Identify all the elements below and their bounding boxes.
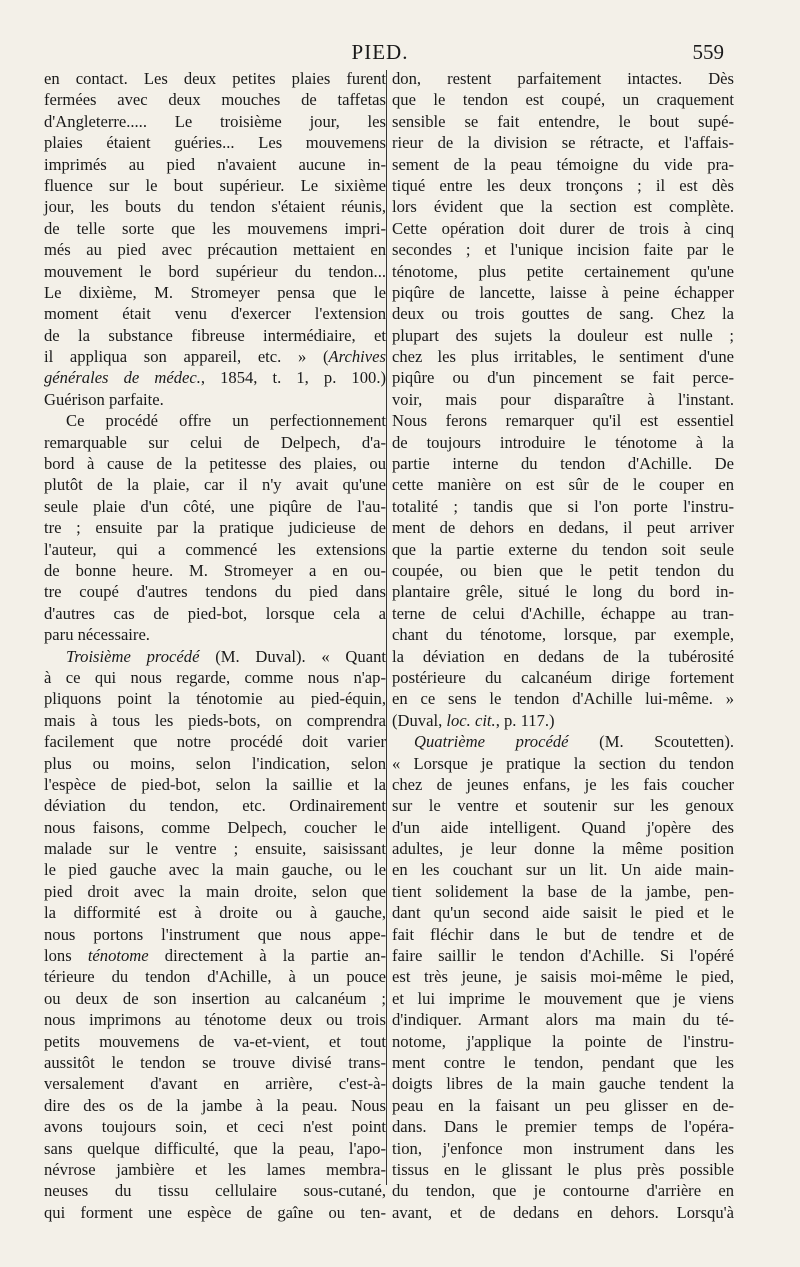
text-line: tient solidement la base de la jambe, pen- [392, 881, 734, 901]
text-line: coupée, ou bien que le petit tendon du [392, 560, 734, 580]
text-line: remarquable sur celui de Delpech, d'a- [44, 432, 386, 452]
text-line: l'espèce de pied-bot, selon la saillie et la [44, 774, 386, 794]
text-line: seule plaie d'un côté, une piqûre de l'au- [44, 496, 386, 516]
text-line: d'indiquer. Armant alors ma main du té- [392, 1010, 734, 1030]
text-line: secondes ; et l'unique incision faite par le [392, 240, 734, 260]
text-line: plupart des sujets la douleur est nulle ; [392, 325, 734, 345]
text-line: deux ou trois gouttes de sang. Chez la [392, 304, 734, 324]
text-line: moment était venu d'exercer l'extension [44, 304, 386, 324]
right-column [392, 68, 734, 1222]
text-line: totalité ; tandis que si l'on porte l'instru- [392, 496, 734, 516]
text-line: avons toujours soin, et ceci n'est point [44, 1117, 386, 1137]
text-line: Nous ferons remarquer qu'il est essentiel [392, 411, 734, 431]
text-line: à ce qui nous regarde, comme nous n'ap- [44, 667, 386, 687]
text-line: sensible se fait entendre, le bout supé- [392, 111, 734, 131]
text-line: fermées avec deux mouches de taffetas [44, 90, 386, 110]
text-line: est très jeune, je saisis moi-même le pied, [392, 967, 734, 987]
text-line: versalement d'avant en arrière, c'est-à- [44, 1074, 386, 1094]
text-line: imprimés au pied n'avaient aucune in- [44, 154, 386, 174]
text-line: don, restent parfaitement intactes. Dès [392, 69, 734, 88]
text-line: névrose jambière et les lames membra- [44, 1159, 386, 1179]
text-line: paru nécessaire. [44, 625, 150, 645]
text-line: Cette opération doit durer de trois à cinq [392, 218, 734, 238]
text-line: voir, mais pour disparaître à l'instant. [392, 389, 734, 409]
text-line: cette manière on est sûr de le couper en [392, 475, 734, 495]
text-line: la difformité est à droite ou à gauche, [44, 903, 386, 923]
text-line: mouvement le bord supérieur du tendon... [44, 261, 386, 281]
text-line: sement de la peau témoigne du vide pra- [392, 154, 734, 174]
text-line: déviation du tendon, etc. Ordinairement [44, 796, 386, 816]
text-line: ment contre le tendon, pendant que les [392, 1052, 734, 1072]
text-line: « Lorsque je pratique la section du tendon [392, 753, 734, 773]
text-line: de bonne heure. M. Stromeyer a en ou- [44, 560, 386, 580]
italic-text: loc. cit. [446, 710, 496, 730]
text-line: faire saillir le tendon d'Achille. Si l'opéré [392, 946, 734, 966]
text-line: piqûre ou d'un pincement se fait perce- [392, 368, 734, 388]
text-line: notome, j'applique la pointe de l'instru- [392, 1031, 734, 1051]
text-line: avant, et de dedans en dehors. Lorsqu'à [392, 1202, 734, 1222]
italic-text: Archives [328, 347, 386, 367]
text-line: Troisième procédé (M. Duval). « Quant [66, 646, 386, 666]
text-line: Ce procédé offre un perfectionnement [66, 411, 386, 431]
text-line: plaies étaient guéries... Les mouvemens [44, 133, 386, 153]
text-line: et lui imprime le mouvement que je viens [392, 988, 734, 1008]
text-line: postérieure du calcanéum dirige fortement [392, 667, 734, 687]
text-line: pied droit avec la main droite, selon que [44, 881, 386, 901]
text-line: rieur de la division se rétracte, et l'affais- [392, 133, 734, 153]
text-line: tion, j'enfonce mon instrument dans les [392, 1138, 734, 1158]
text-line: du tendon, que je contourne d'arrière en [392, 1181, 734, 1201]
column-divider [386, 70, 387, 1185]
text-line: que le tendon est coupé, un craquement [392, 90, 734, 110]
text-line: qui forment une espèce de gaîne ou ten- [44, 1202, 386, 1222]
text-line: plus ou moins, selon l'indication, selon [44, 753, 386, 773]
text-line: Le dixième, M. Stromeyer pensa que le [44, 282, 386, 302]
text-line: chez de jeunes enfans, je les fais coucher [392, 774, 734, 794]
text-line: d'autres cas de pied-bot, lorsque cela a [44, 603, 386, 623]
text-line: de telle sorte que les mouvemens impri- [44, 218, 386, 238]
text-line: nous portons l'instrument que nous appe- [44, 924, 386, 944]
text-line: chez les plus irritables, le sentiment d'une [392, 347, 734, 367]
text-line: lons ténotome directement à la partie an- [44, 946, 386, 966]
text-line: ou deux de son insertion au calcanéum ; [44, 988, 386, 1008]
text-line: tre ; ensuite par la pratique judicieuse de [44, 518, 386, 538]
text-line: en ce sens le tendon d'Achille lui-même. » [392, 689, 734, 709]
text-line: sur le ventre et soutenir sur les genoux [392, 796, 734, 816]
text-line: Quatrième procédé (M. Scoutetten). [414, 732, 734, 752]
text-line: l'auteur, qui a commencé les extensions [44, 539, 386, 559]
text-line: d'Angleterre..... Le troisième jour, les [44, 111, 386, 131]
text-line: piqûre de lancette, laisse à peine échapper [392, 282, 734, 302]
text-line: en les couchant sur un lit. Un aide main- [392, 860, 734, 880]
text-line: le pied gauche avec la main gauche, ou le [44, 860, 386, 880]
text-line: dire des os de la jambe à la peau. Nous [44, 1095, 386, 1115]
text-line: mais à tous les pieds-bots, on comprendra [44, 710, 386, 730]
text-line: de la substance fibreuse intermédiaire, et [44, 325, 386, 345]
text-line: bord à cause de la petitesse des plaies, ou [44, 454, 386, 474]
text-line: plutôt de la plaie, car il n'y avait qu'une [44, 475, 386, 495]
running-title: PIED. [351, 40, 409, 64]
text-line: petits mouvemens de va-et-vient, et tout [44, 1031, 386, 1051]
text-line: neuses du tissu cellulaire sous-cutané, [44, 1181, 386, 1201]
text-line: d'un aide intelligent. Quand j'opère des [392, 817, 734, 837]
text-line: facilement que notre procédé doit varier [44, 732, 386, 752]
text-line: dans. Dans le premier temps de l'opéra- [392, 1117, 734, 1137]
text-line: terne de celui d'Achille, échappe au tran- [392, 603, 734, 623]
text-line: nous imprimons au ténotome deux ou trois [44, 1010, 386, 1030]
text-line: térieure du tendon d'Achille, à un pouce [44, 967, 386, 987]
text-line: tiqué entre les deux tronçons ; il est dès [392, 175, 734, 195]
text-line: fait fléchir dans le but de tendre et de [392, 924, 734, 944]
text-line: plantaire grêle, situé le long du bord in- [392, 582, 734, 602]
text-line: que la partie externe du tendon soit seule [392, 539, 734, 559]
text-line: peau en la faisant un peu glisser en de- [392, 1095, 734, 1115]
text-line: fluence sur le bout supérieur. Le sixième [44, 175, 386, 195]
text-line: de toujours introduire le ténotome à la [392, 432, 734, 452]
left-column [44, 68, 386, 1222]
text-line: il appliqua son appareil, etc. » (Archives [44, 347, 386, 367]
text-line: sans quelque difficulté, que la peau, l'apo- [44, 1138, 386, 1158]
text-line: ténotome, plus petite certainement qu'une [392, 261, 734, 281]
italic-text: Troisième procédé [66, 646, 200, 666]
text-line: pliquons point la ténotomie au pied-équin, [44, 689, 386, 709]
page-header [36, 40, 724, 66]
italic-text: ténotome [87, 946, 149, 966]
text-line: ment de dehors en dedans, il peut arriver [392, 518, 734, 538]
text-line: chant du ténotome, lorsque, par exemple, [392, 625, 734, 645]
italic-text: générales de médec. [44, 368, 201, 388]
text-line: tre coupé d'autres tendons du pied dans [44, 582, 386, 602]
text-line: doigts libres de la main gauche tendent la [392, 1074, 734, 1094]
page-number: 559 [692, 40, 724, 64]
text-line: lors évident que la section est complète. [392, 197, 734, 217]
text-line: (Duval, loc. cit., p. 117.) [392, 710, 555, 730]
text-line: la déviation en dedans de la tubérosité [392, 646, 734, 666]
text-line: partie interne du tendon d'Achille. De [392, 454, 734, 474]
text-line: nous faisons, comme Delpech, coucher le [44, 817, 386, 837]
text-line: malade sur le ventre ; ensuite, saisissant [44, 839, 386, 859]
text-line: tissus en le glissant le plus près possible [392, 1159, 734, 1179]
text-line: aussitôt le tendon se trouve divisé trans- [44, 1052, 386, 1072]
text-line: adultes, je leur donne la même position [392, 839, 734, 859]
text-line: dant qu'un second aide saisit le pied et le [392, 903, 734, 923]
text-line: jour, les bouts du tendon s'étaient réunis, [44, 197, 386, 217]
text-line: générales de médec., 1854, t. 1, p. 100.) [44, 368, 386, 388]
italic-text: Quatrième procédé [414, 732, 569, 752]
text-line: més au pied avec précaution mettaient en [44, 240, 386, 260]
text-line: Guérison parfaite. [44, 389, 164, 409]
text-line: en contact. Les deux petites plaies furent [44, 69, 386, 88]
